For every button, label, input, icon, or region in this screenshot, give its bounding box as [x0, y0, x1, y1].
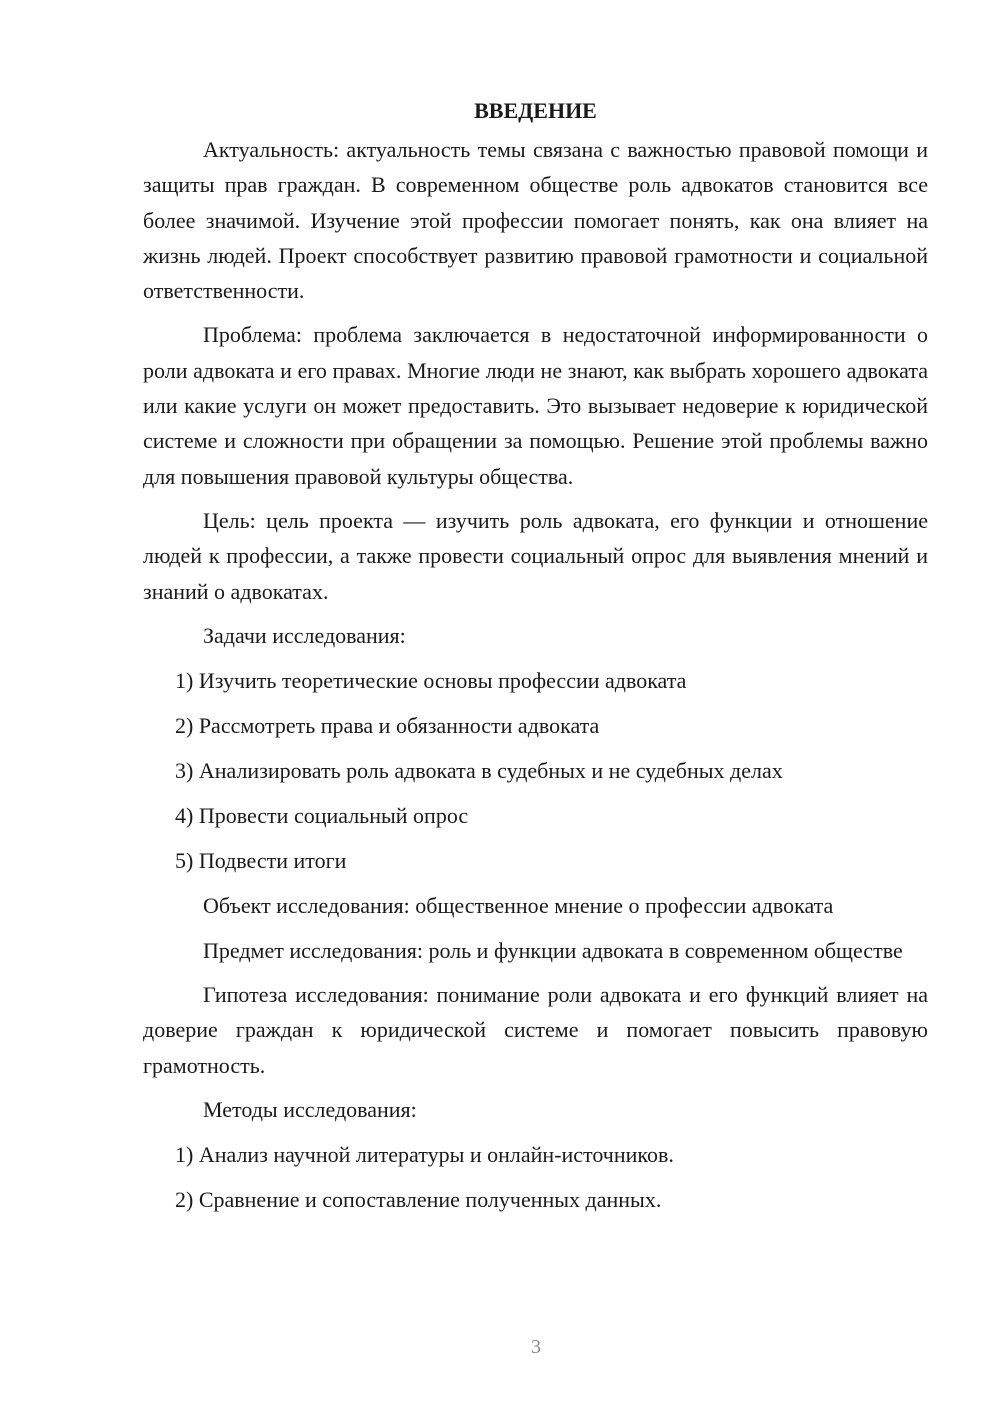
list-item: 1) Изучить теоретические основы профессии адвоката [175, 667, 687, 693]
page-number: 3 [531, 1336, 541, 1358]
list-item: 5) Подвести итоги [175, 847, 347, 873]
tasks-list [143, 663, 928, 878]
paragraph-relevance: Актуальность: актуальность темы связана с важностью правовой помощи и защиты прав граждан. В современном обществе роль адвокатов становится все более значимой. Изучение этой профессии помогает понять, как она влияет на жизнь людей. Проект способствует развитию правовой грамотности и социальной ответственности. [143, 137, 928, 304]
methods-list [143, 1137, 928, 1217]
list-item: 3) Анализировать роль адвоката в судебных и не судебных делах [175, 757, 783, 783]
list-item: 2) Рассмотреть права и обязанности адвоката [175, 712, 600, 738]
paragraph-subject: Предмет исследования: роль и функции адвоката в современном обществе [203, 937, 903, 963]
list-item: 1) Анализ научной литературы и онлайн-источников. [175, 1142, 674, 1168]
paragraph-object: Объект исследования: общественное мнение о профессии адвоката [203, 892, 834, 918]
page-body [143, 94, 928, 1227]
tasks-heading: Задачи исследования: [203, 622, 406, 648]
list-item: 2) Сравнение и сопоставление полученных данных. [175, 1187, 662, 1213]
paragraph-hypothesis: Гипотеза исследования: понимание роли адвоката и его функций влияет на доверие граждан к юридической системе и помогает повысить правовую грамотность. [143, 982, 928, 1078]
paragraph-problem: Проблема: проблема заключается в недостаточной информированности о роли адвоката и его правах. Многие люди не знают, как выбрать хорошего адвоката или какие услуги он может предоставить. Это вызывает недоверие к юридической системе и сложности при обращении за помощью. Решение этой проблемы важно для повышения правовой культуры общества. [143, 322, 928, 489]
paragraph-goal: Цель: цель проекта — изучить роль адвоката, его функции и отношение людей к профессии, а также провести социальный опрос для выявления мнений и знаний о адвокатах. [143, 507, 928, 604]
section-title: ВВЕДЕНИЕ [474, 98, 597, 123]
list-item: 4) Провести социальный опрос [175, 802, 469, 828]
methods-heading: Методы исследования: [203, 1097, 417, 1123]
